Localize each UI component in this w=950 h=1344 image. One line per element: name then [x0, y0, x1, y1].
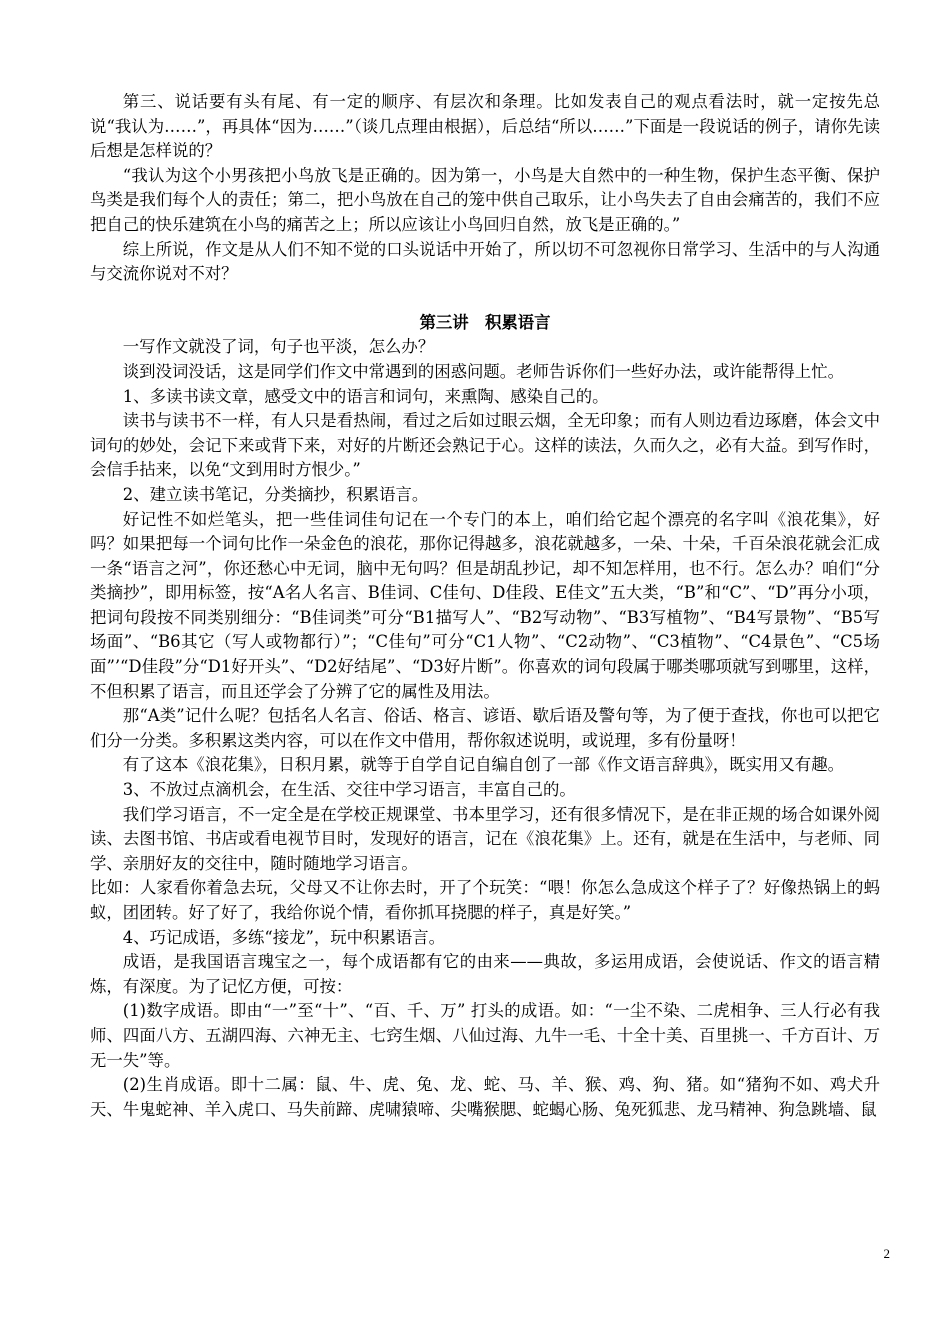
paragraph: 我们学习语言，不一定全是在学校正规课堂、书本里学习，还有很多情况下，是在非正规的场合如课外阅读、去图书馆、书店或看电视节目时，发现好的语言，记在《浪花集》上。还有，就是在生活中，与老师、同学、亲朋好友的交往中，随时随地学习语言。 — [90, 804, 880, 873]
section-title: 第三讲 积累语言 — [419, 312, 551, 332]
paragraph: 第三、说话要有头有尾、有一定的顺序、有层次和条理。比如发表自己的观点看法时，就一定按先总说“我认为……”，再具体“因为……”（谈几点理由根据），后总结“所以……”下面是一段说话的例子，请你先读后想是怎样说的？ — [90, 92, 880, 161]
paragraph: 一写作文就没了词，句子也平淡，怎么办？ — [122, 337, 435, 357]
page-number: 2 — [883, 1246, 890, 1261]
paragraph: 那“A类”记什么呢？包括名人名言、俗话、格言、谚语、歇后语及警句等，为了便于查找，你也可以把它们分一分类。多积累这类内容，可以在作文中借用，帮你叙述说明，或说理，多有份量呀！ — [90, 706, 880, 750]
quoted-paragraph: “我认为这个小男孩把小鸟放飞是正确的。因为第一，小鸟是大自然中的一种生物，保护生态平衡、保护鸟类是我们每个人的责任；第二，把小鸟放在自己的笼中供自己取乐，让小鸟失去了自由会痛苦的，我们不应把自己的快乐建筑在小鸟的痛苦之上；所以应该让小鸟回归自然，放飞是正确的。” — [90, 165, 880, 234]
paragraph: 好记性不如烂笔头，把一些佳词佳句记在一个专门的本上，咱们给它起个漂亮的名字叫《浪花集》，好吗？如果把每一个词句比作一朵金色的浪花，那你记得越多，浪花就越多，一朵、十朵，千百朵浪花就会汇成一条“语言之河”，你还愁心中无词，脑中无句吗？但是胡乱抄记，却不知怎样用，也不行。怎么办？咱们“分类摘抄”，即用标签，按“A名人名言、B佳词、C佳句、D佳段、E佳文”五大类，“B”和“C”、“D”再分小项，把词句段按不同类别细分：“B佳词类”可分“B1描写人”、“B2写动物”、“B3写植物”、“B4写景物”、“B5写场面”、“B6其它（写人或物都行）”；“C佳句”可分“C1人物”、“C2动物”、“C3植物”、“C4景色”、“C5场面”’“D佳段”分“D1好开头”、“D2好结尾”、“D3好片断”。你喜欢的词句段属于哪类哪项就写到哪里，这样，不但积累了语言，而且还学会了分辨了它的属性及用法。 — [90, 509, 880, 701]
example-paragraph: 比如：人家看你着急去玩，父母又不让你去时，开了个玩笑：“喂！你怎么急成这个样子了？好像热锅上的蚂蚁，团团转。好了好了，我给你说个情，看你抓耳挠腮的样子，真是好笑。” — [90, 878, 880, 922]
paragraph: (2)生肖成语。即十二属：鼠、牛、虎、兔、龙、蛇、马、羊、猴、鸡、狗、猪。如“猪狗不如、鸡犬升天、牛鬼蛇神、羊入虎口、马失前蹄、虎啸猿啼、尖嘴猴腮、蛇蝎心肠、兔死狐悲、龙马精神、狗急跳墙、鼠 — [90, 1075, 880, 1119]
paragraph: 有了这本《浪花集》，日积月累，就等于自学自记自编自创了一部《作文语言辞典》，既实用又有趣。 — [122, 755, 844, 775]
paragraph: 3、不放过点滴机会，在生活、交往中学习语言，丰富自己的。 — [122, 780, 576, 800]
document-page — [90, 90, 880, 1122]
paragraph: 4、巧记成语，多练“接龙”，玩中积累语言。 — [122, 927, 446, 947]
paragraph: (1)数字成语。即由“一”至“十”、“百、千、万” 打头的成语。如：“一尘不染、二虎相争、三人行必有我师、四面八方、五湖四海、六神无主、七窍生烟、八仙过海、九牛一毛、十全十美、百里挑一、千方百计、万无一失”等。 — [90, 1001, 880, 1070]
paragraph: 读书与读书不一样，有人只是看热闹，看过之后如过眼云烟，全无印象；而有人则边看边琢磨，体会文中词句的妙处，会记下来或背下来，对好的片断还会熟记于心。这样的读法，久而久之，必有大益。到写作时，会信手拈来，以免“文到用时方恨少。” — [90, 411, 880, 480]
paragraph: 1、多读书读文章，感受文中的语言和词句，来熏陶、感染自己的。 — [122, 386, 609, 406]
paragraph: 2、建立读书笔记，分类摘抄，积累语言。 — [122, 484, 429, 504]
paragraph: 成语，是我国语言瑰宝之一，每个成语都有它的由来——典故，多运用成语，会使说话、作文的语言精炼，有深度。为了记忆方便，可按： — [90, 952, 880, 996]
paragraph: 综上所说，作文是从人们不知不觉的口头说话中开始了，所以切不可忽视你日常学习、生活中的与人沟通与交流你说对不对？ — [90, 239, 880, 284]
paragraph: 谈到没词没话，这是同学们作文中常遇到的困惑问题。老师告诉你们一些好办法，或许能帮得上忙。 — [122, 361, 844, 381]
